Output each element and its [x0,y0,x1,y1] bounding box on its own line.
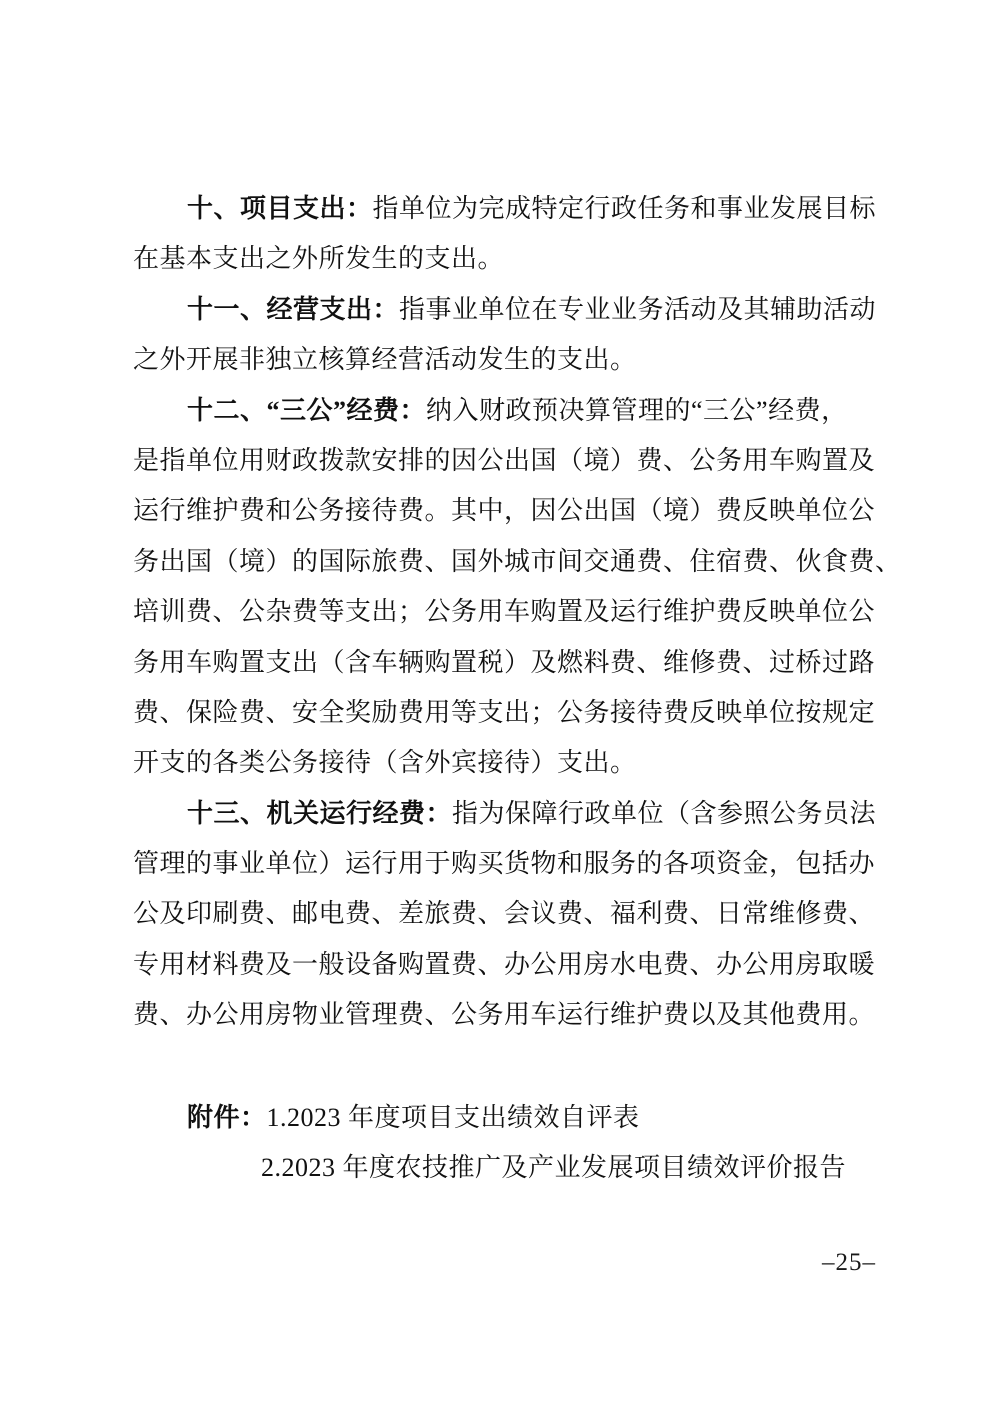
page-number: –25– [822,1249,876,1276]
paragraph-line: 费、保险费、安全奖励费用等支出；公务接待费反映单位按规定 [133,697,876,727]
paragraph-line [133,285,881,335]
paragraph-line: 是指单位用财政拨款安排的因公出国（境）费、公务用车购置及 [133,445,876,475]
paragraph-line: 开支的各类公务接待（含外宾接待）支出。 [133,748,637,778]
attachment-item-text: 1.2023 年度项目支出绩效自评表 [266,1103,640,1132]
paragraph-item-11 [133,285,881,386]
paragraph-item-13 [133,789,881,1041]
paragraph-line: 公及印刷费、邮电费、差旅费、会议费、福利费、日常维修费、 [133,899,876,929]
attachment-item-text: 2.2023 年度农技推广及产业发展项目绩效评价报告 [261,1153,847,1183]
paragraph-line [133,386,881,436]
paragraph-line: 管理的事业单位）运行用于购买货物和服务的各项资金，包括办 [133,849,876,879]
paragraph-text: 指为保障行政单位（含参照公务员法 [452,798,877,828]
paragraph-line: 之外开展非独立核算经营活动发生的支出。 [133,345,637,375]
paragraph-heading: 十、项目支出： [187,194,373,223]
paragraph-heading: 十三、机关运行经费： [187,798,453,828]
paragraph-line: 费、办公用房物业管理费、公务用车运行维护费以及其他费用。 [133,1000,876,1030]
paragraph-line [133,789,881,839]
paragraph-line: 专用材料费及一般设备购置费、办公用房水电费、办公用房取暖 [133,949,876,979]
attachments-section [133,1093,913,1194]
paragraph-text: 指事业单位在专业业务活动及其辅助活动 [399,294,877,324]
document-body [133,184,902,1041]
paragraph-item-10 [133,184,881,285]
paragraph-item-12 [133,386,902,789]
attachment-item [133,1143,913,1193]
paragraph-line: 在基本支出之外所发生的支出。 [133,244,505,274]
paragraph-heading: 十一、经营支出： [187,294,400,324]
paragraph-line: 务出国（境）的国际旅费、国外城市间交通费、住宿费、伙食费、 [133,546,902,576]
paragraph-line: 务用车购置支出（含车辆购置税）及燃料费、维修费、过桥过路 [133,647,876,677]
attachment-item [133,1093,913,1143]
paragraph-heading: 十二、“三公”经费： [187,395,427,425]
attachments-label: 附件： [187,1103,267,1132]
paragraph-line: 运行维护费和公务接待费。其中，因公出国（境）费反映单位公 [133,496,876,526]
paragraph-line: 培训费、公杂费等支出；公务用车购置及运行维护费反映单位公 [133,597,876,627]
paragraph-text: 指单位为完成特定行政任务和事业发展目标 [372,194,877,223]
paragraph-text: 纳入财政预决算管理的“三公”经费， [426,395,848,425]
paragraph-line [133,184,881,234]
